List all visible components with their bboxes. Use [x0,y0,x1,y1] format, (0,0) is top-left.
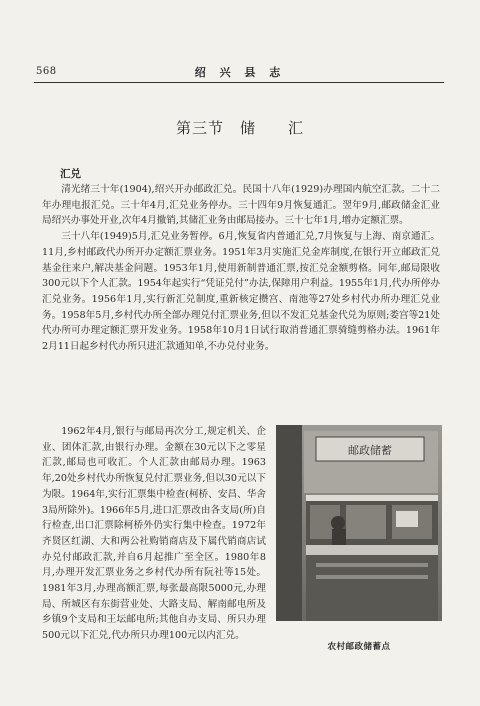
section-title: 第三节 储 汇 [175,119,304,137]
wrapped-text [42,424,266,644]
paragraph: 1962年4月,银行与邮局再次分工,规定机关、企业、团体汇款,由银行办理。金额在30元以下之零星汇款,邮局也可收汇。个人汇款由邮局办理。1963年,20处乡村代办所恢复兑付汇票业务,但以30元以下为限。1964年,实行汇票集中检查(柯桥、安昌、华舍3局所除外)。1966年5月,进口汇票改由各支局(所)自行检查,出口汇票除柯桥外仍实行集中检查。1972年齐贤区红湖、大和两公社购销商店及下属代销商店试办兑付邮政汇款,并自6月起推广至全区。1980年8月,办理开发汇票业务之乡村代办所有阮社等15处。1981年3月,办理高额汇票,每张最高限5000元,办理局、所城区有东街营业处、大路支局、解南邮电所及乡镇9个支局和王坛邮电所;其他自办支局、所只办理500元以下汇兑,代办所只办理100元以内汇兑。 [42,426,266,642]
paragraph: 三十八年(1949)5月,汇兑业务暂停。6月,恢复省内普通汇兑,7月恢复与上海、南京通汇。11月,乡村邮政代办所开办定额汇票业务。1951年3月实施汇兑金库制度,在银行开立邮政汇兑基金往来户,解决基金问题。1953年1月,使用新制普通汇票,按汇兑金额剪格。同年,邮局限收300元以下个人汇款。1954年起实行“凭证兑付”办法,保障用户利益。1955年1月,代办所停办汇兑业务。1956年1月,实行新汇兑制度,重新核定攒宫、南池等27处乡村代办所办理汇兑业务。1958年5月,乡村代办所全部办理兑付汇票业务,但以不发汇兑基金代兑为原则;娄宫等21处代办所可办理定额汇票开发业务。1958年10月1日试行取消普通汇票骑缝剪格办法。1961年2月11日起乡村代办所只进汇款通知单,不办兑付业务。 [42,231,440,353]
header-rule [34,82,444,83]
body-text [42,182,440,355]
photo-illustration [276,425,442,621]
subsection-heading: 汇兑 [60,168,81,180]
photo-caption: 农村邮政储蓄点 [327,642,391,652]
photo-rural-postal-savings-counter [276,425,442,621]
paragraph: 清光绪三十年(1904),绍兴开办邮政汇兑。民国十八年(1929)办理国内航空汇款。二十二年办理电报汇兑。三十年4月,汇兑业务停办。三十四年9月恢复通汇。翌年9月,邮政储金汇业局绍兴办事处开业,次年4月撤销,其储汇业务由邮局接办。三十七年1月,增办定额汇票。 [42,184,440,227]
page-number: 568 [36,66,57,77]
running-head: 绍 兴 县 志 [194,66,286,79]
photo-sign-text: 邮政储蓄 [348,444,392,457]
